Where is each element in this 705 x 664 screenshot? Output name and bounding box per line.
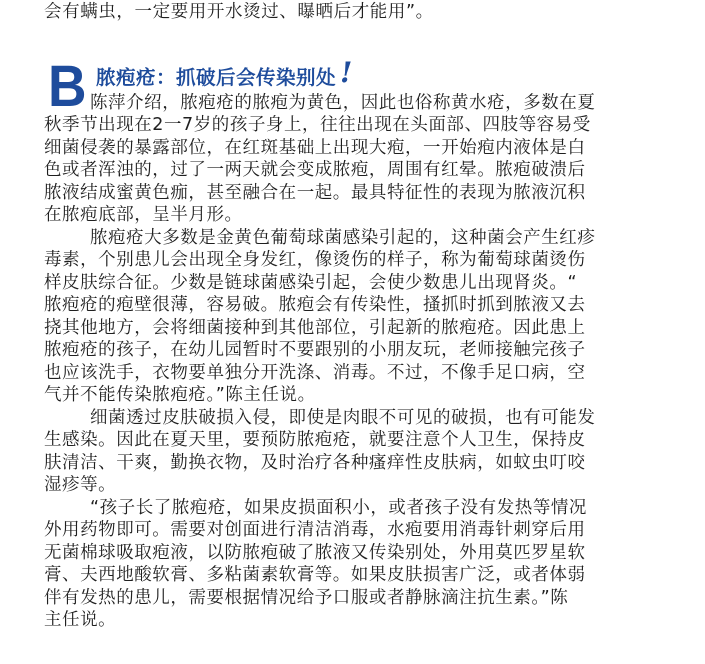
body-line: 气并不能传染脓疱疮。”陈主任说。: [44, 385, 316, 405]
section-title-text: 脓疱疮：抓破后会传染别处: [96, 66, 337, 89]
body-line: 脓疱疮大多数是金黄色葡萄球菌感染引起的，这种菌会产生红疹: [90, 228, 596, 248]
body-line: 陈萍介绍，脓疱疮的脓疱为黄色，因此也俗称黄水疮，多数在夏: [90, 93, 596, 113]
body-line: 脓疱疮的疱壁很薄，容易破。脓疱会有传染性，搔抓时抓到脓液又去: [44, 295, 586, 315]
section-title: [96, 56, 353, 90]
exclamation-mark: !: [340, 56, 353, 89]
article-page: [36, 0, 670, 664]
body-line: 细菌侵袭的暴露部位，在红斑基础上出现大疱，一开始疱内液体是白: [44, 138, 586, 158]
body-line: 细菌透过皮肤破损入侵，即使是肉眼不可见的破损，也有可能发: [90, 408, 596, 428]
body-line: 生感染。因此在夏天里，要预防脓疱疮，就要注意个人卫生，保持皮: [44, 430, 586, 450]
body-line: 主任说。: [44, 610, 117, 630]
body-line: 肤清洁、干爽，勤换衣物，及时治疗各种瘙痒性皮肤病，如蚊虫叮咬: [44, 453, 586, 473]
body-line: 在脓疱底部，呈半月形。: [44, 205, 243, 225]
previous-paragraph-tail: 会有螨虫，一定要用开水烫过、曝晒后才能用”。: [44, 2, 434, 22]
body-line: 脓液结成蜜黄色痂，甚至融合在一起。最具特征性的表现为脓液沉积: [44, 183, 586, 203]
body-line: 秋季节出现在2一7岁的孩子身上，往往出现在头面部、四肢等容易受: [44, 115, 591, 135]
body-line: 外用药物即可。需要对创面进行清洁消毒，水疱要用消毒针刺穿后用: [44, 520, 586, 540]
body-line: 脓疱疮的孩子，在幼儿园暂时不要跟别的小朋友玩，老师接触完孩子: [44, 340, 586, 360]
body-line: 样皮肤综合征。少数是链球菌感染引起，会使少数患儿出现肾炎。“: [44, 273, 578, 293]
body-line: 色或者浑浊的，过了一两天就会变成脓疱，周围有红晕。脓疱破溃后: [44, 160, 586, 180]
body-line: 也应该洗手，衣物要单独分开洗涤、消毒。不过，不像手足口病，空: [44, 363, 586, 383]
body-line: 湿疹等。: [44, 475, 117, 495]
body-line: 伴有发热的患儿，需要根据情况给予口服或者静脉滴注抗生素。”陈: [44, 588, 569, 608]
body-line: 膏、夫西地酸软膏、多粘菌素软膏等。如果皮肤损害广泛，或者体弱: [44, 565, 586, 585]
body-line: 毒素，个别患儿会出现全身发红，像烫伤的样子，称为葡萄球菌烫伤: [44, 250, 586, 270]
body-line: 挠其他地方，会将细菌接种到其他部位，引起新的脓疱疮。因此患上: [44, 318, 586, 338]
section-letter: B: [48, 54, 87, 119]
body-line: “孩子长了脓疱疮，如果皮损面积小，或者孩子没有发热等情况: [90, 498, 587, 518]
body-line: 无菌棉球吸取疱液，以防脓疱破了脓液又传染别处，外用莫匹罗星软: [44, 543, 586, 563]
